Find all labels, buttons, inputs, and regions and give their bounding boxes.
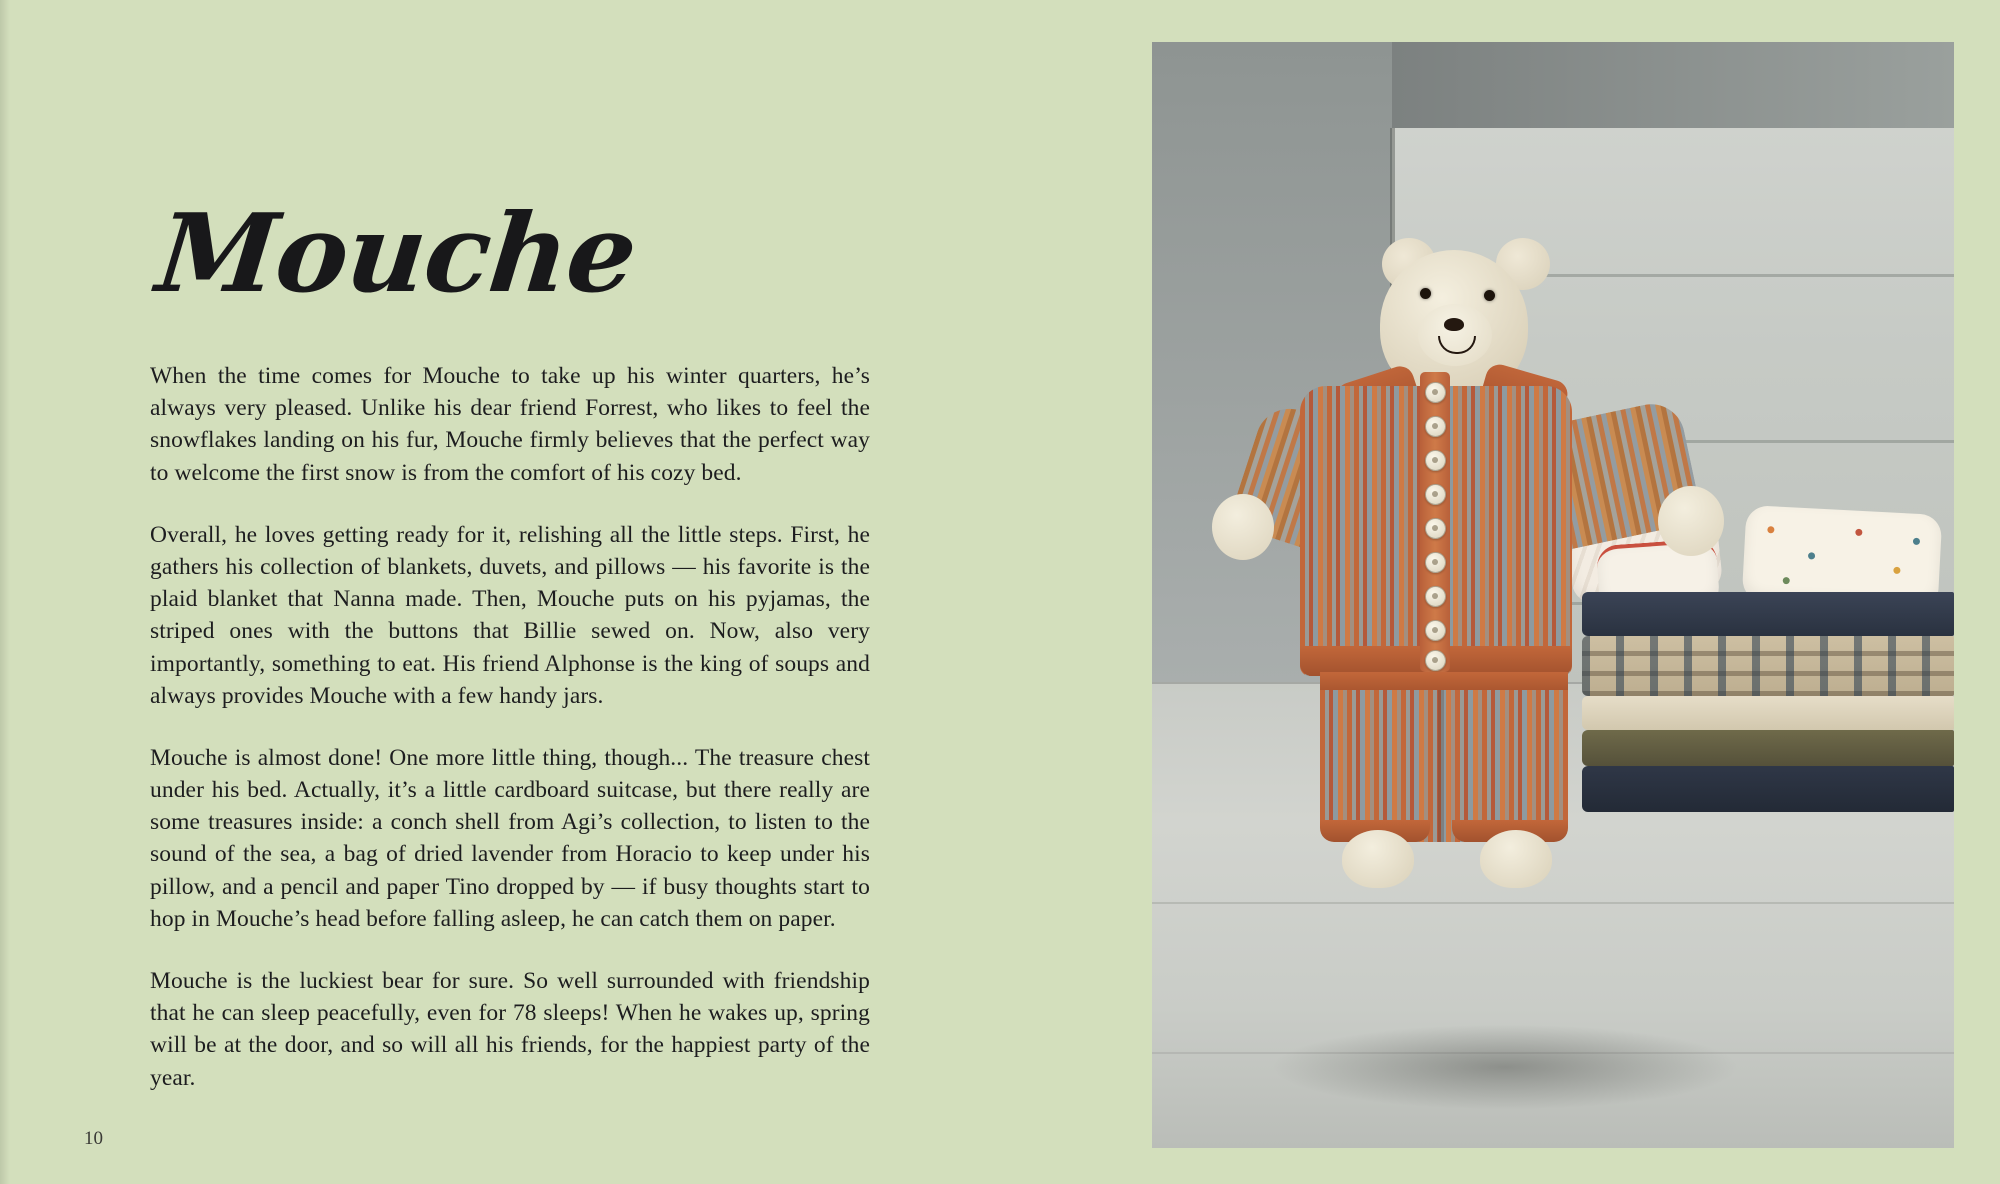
bear-paw-right bbox=[1658, 486, 1724, 556]
bear-nose bbox=[1444, 318, 1464, 331]
knitted-bear bbox=[1152, 42, 1954, 1148]
bear-paw-left bbox=[1212, 494, 1274, 560]
bear-eye-right bbox=[1484, 290, 1495, 301]
jacket-button bbox=[1425, 484, 1446, 505]
bear-foot-right bbox=[1480, 830, 1552, 888]
photo-scene bbox=[1152, 42, 1954, 1148]
jacket-button bbox=[1425, 620, 1446, 641]
jacket-button bbox=[1425, 552, 1446, 573]
jacket-button bbox=[1425, 650, 1446, 671]
chapter-photograph bbox=[1152, 42, 1954, 1148]
body-paragraph-1: When the time comes for Mouche to take up his winter quarters, he’s always very pleased. Unlike his dear friend Forrest, who likes to feel the snowflakes landing on his fur, Mouche firmly believes that the perfect way to welcome the first snow is from the comfort of his cozy bed. bbox=[150, 363, 870, 486]
page-title: Mouche bbox=[151, 191, 642, 317]
jacket-button bbox=[1425, 450, 1446, 471]
body-paragraph-3: Mouche is almost done! One more little thing, though... The treasure chest under his bed. Actually, it’s a little cardboard suitcase, but there really are some treasures inside: a conch shell from Agi’s collection, to listen to the sound of the sea, a bag of dried lavender from Horacio to keep under his pillow, and a pencil and paper Tino dropped by — if busy thoughts start to hop in Mouche’s head before falling asleep, he can catch them on paper. bbox=[150, 744, 870, 932]
page-number: 10 bbox=[84, 1128, 103, 1149]
body-paragraph-2: Overall, he loves getting ready for it, relishing all the little steps. First, he gathers his collection of blankets, duvets, and pillows — his favorite is the plaid blanket that Nanna made. Then, Mouche puts on his pyjamas, the striped ones with the buttons that Billie sewed on. Now, also very importantly, something to eat. His friend Alphonse is the king of soups and always provides Mouche with a few handy jars. bbox=[150, 521, 870, 709]
jacket-button bbox=[1425, 518, 1446, 539]
jacket-button bbox=[1425, 382, 1446, 403]
body-paragraph-4: Mouche is the luckiest bear for sure. So well surrounded with friendship that he can sleep peacefully, even for 78 sleeps! When he wakes up, spring will be at the door, and so will all his friends, for the happiest party of the year. bbox=[150, 968, 870, 1091]
bear-foot-left bbox=[1342, 830, 1414, 888]
bear-eye-left bbox=[1420, 288, 1431, 299]
pants-waistband bbox=[1320, 672, 1568, 690]
jacket-button bbox=[1425, 416, 1446, 437]
button-placket bbox=[1420, 372, 1450, 672]
pyjama-pants bbox=[1320, 672, 1568, 842]
page-edge-shadow bbox=[0, 0, 10, 1184]
jacket-button bbox=[1425, 586, 1446, 607]
pants-center-seam bbox=[1438, 690, 1444, 842]
text-column bbox=[150, 191, 870, 1094]
bear-snout bbox=[1418, 304, 1492, 366]
